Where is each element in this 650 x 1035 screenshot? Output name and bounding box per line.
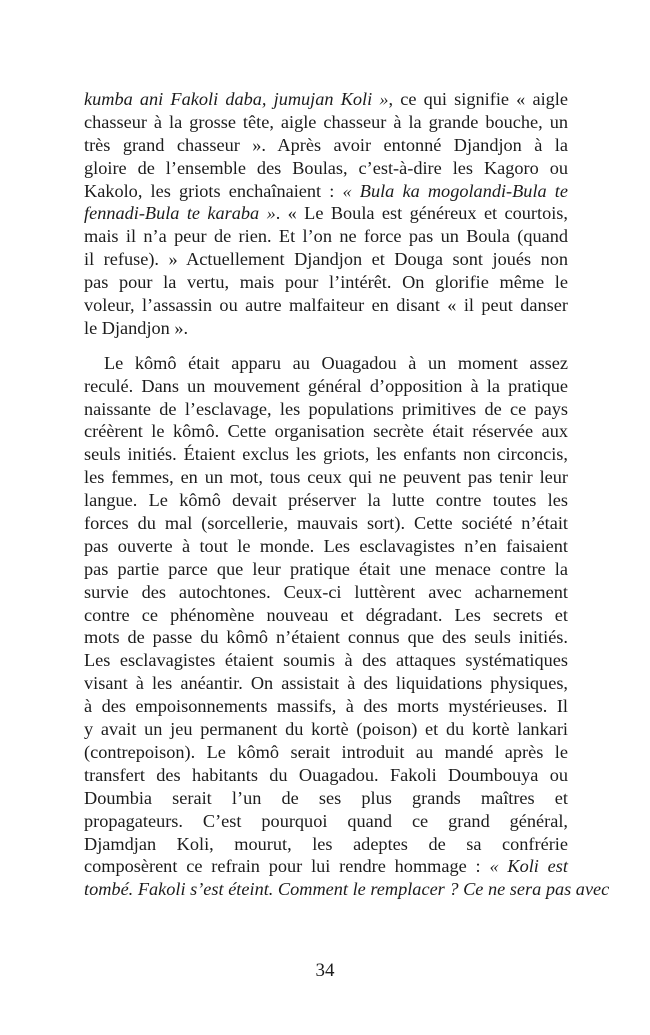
text-line: le Djandjon ». [84, 317, 189, 338]
text-line: visant à les anéantir. On assistait à des liquidations physiques, [84, 673, 568, 694]
text-line: à des empoisonnements massifs, à des morts mystérieuses. Il [84, 696, 568, 717]
text-line: tombé. Fakoli s’est éteint. Comment le remplacer ? Ce ne sera pas avec [84, 879, 610, 900]
text-line: mais il n’a peur de rien. Et l’on ne force pas un Boula (quand [84, 226, 568, 247]
text-line: pas pour la vertu, mais pour l’intérêt. On glorifie même le [84, 272, 568, 293]
text-line: gloire de l’ensemble des Boulas, c’est-à-dire les Kagoro ou [84, 157, 568, 178]
italic-quote: kumba ani Fakoli daba, jumujan Koli » [84, 89, 389, 109]
text-line: contre ce phénomène nouveau et dégradant. Les secrets et [84, 604, 568, 625]
text-line: pas ouverte à tout le monde. Les esclavagistes n’en faisaient [84, 535, 568, 556]
text-line: seuls initiés. Étaient exclus les griots, les enfants non circoncis, [84, 444, 568, 465]
text-line: créèrent le kômô. Cette organisation secrète était réservée aux [84, 421, 568, 442]
text-segment: composèrent ce refrain pour lui rendre hommage : [84, 856, 490, 877]
text-line: langue. Le kômô devait préserver la lutte contre toutes les [84, 490, 568, 511]
text-line: chasseur à la grosse tête, aigle chasseur à la grande bouche, un [84, 111, 568, 132]
italic-quote: fennadi-Bula te karaba » [84, 203, 276, 224]
paragraph-spacer [84, 340, 568, 352]
text-line: il refuse). » Actuellement Djandjon et Douga sont joués non [84, 249, 568, 270]
text-line [84, 88, 568, 111]
text-line: survie des autochtones. Ceux-ci luttèrent avec acharnement [84, 581, 568, 602]
paragraph-1 [84, 88, 568, 340]
text-line: voleur, l’assassin ou autre malfaiteur en disant « il peut danser [84, 295, 568, 316]
paragraph-2 [84, 352, 610, 901]
text-line: Doumbia serait l’un de ses plus grands maîtres et [84, 787, 568, 808]
text-line [84, 202, 568, 225]
text-line: Les esclavagistes étaient soumis à des attaques systématiques [84, 650, 568, 671]
italic-quote: « Koli est [489, 856, 568, 877]
italic-quote: « Bula ka mogolandi-Bula te [342, 180, 569, 201]
text-line: mots de passe du kômô n’étaient connus que des seuls initiés. [84, 627, 568, 648]
text-line: les femmes, en un mot, tous ceux qui ne peuvent pas tenir leur [84, 467, 568, 488]
page-number: 34 [315, 960, 335, 981]
text-line: forces du mal (sorcellerie, mauvais sort). Cette société n’était [84, 513, 568, 534]
text-line: y avait un jeu permanent du kortè (poison) et du kortè lankari [84, 719, 568, 740]
text-segment: . « Le Boula est généreux et courtois, [275, 203, 568, 224]
text-line: très grand chasseur ». Après avoir entonné Djandjon à la [84, 134, 568, 155]
page-body [84, 88, 610, 901]
text-line: Djamdjan Koli, mourut, les adeptes de sa confrérie [84, 833, 568, 854]
text-line [84, 855, 568, 878]
text-segment: , ce qui signifie « aigle [388, 89, 569, 109]
text-line: reculé. Dans un mouvement général d’opposition à la pratique [84, 375, 568, 396]
text-segment: Kakolo, les griots enchaînaient : [84, 180, 343, 201]
text-line: transfert des habitants du Ouagadou. Fakoli Doumbouya ou [84, 764, 568, 785]
text-line: naissante de l’esclavage, les populations primitives de ce pays [84, 398, 568, 419]
text-line [84, 180, 568, 203]
text-line: Le kômô était apparu au Ouagadou à un moment assez [104, 352, 568, 373]
text-line: (contrepoison). Le kômô serait introduit au mandé après le [84, 741, 568, 762]
text-line: pas partie parce que leur pratique était une menace contre la [84, 558, 568, 579]
text-line: propagateurs. C’est pourquoi quand ce grand général, [84, 810, 568, 831]
